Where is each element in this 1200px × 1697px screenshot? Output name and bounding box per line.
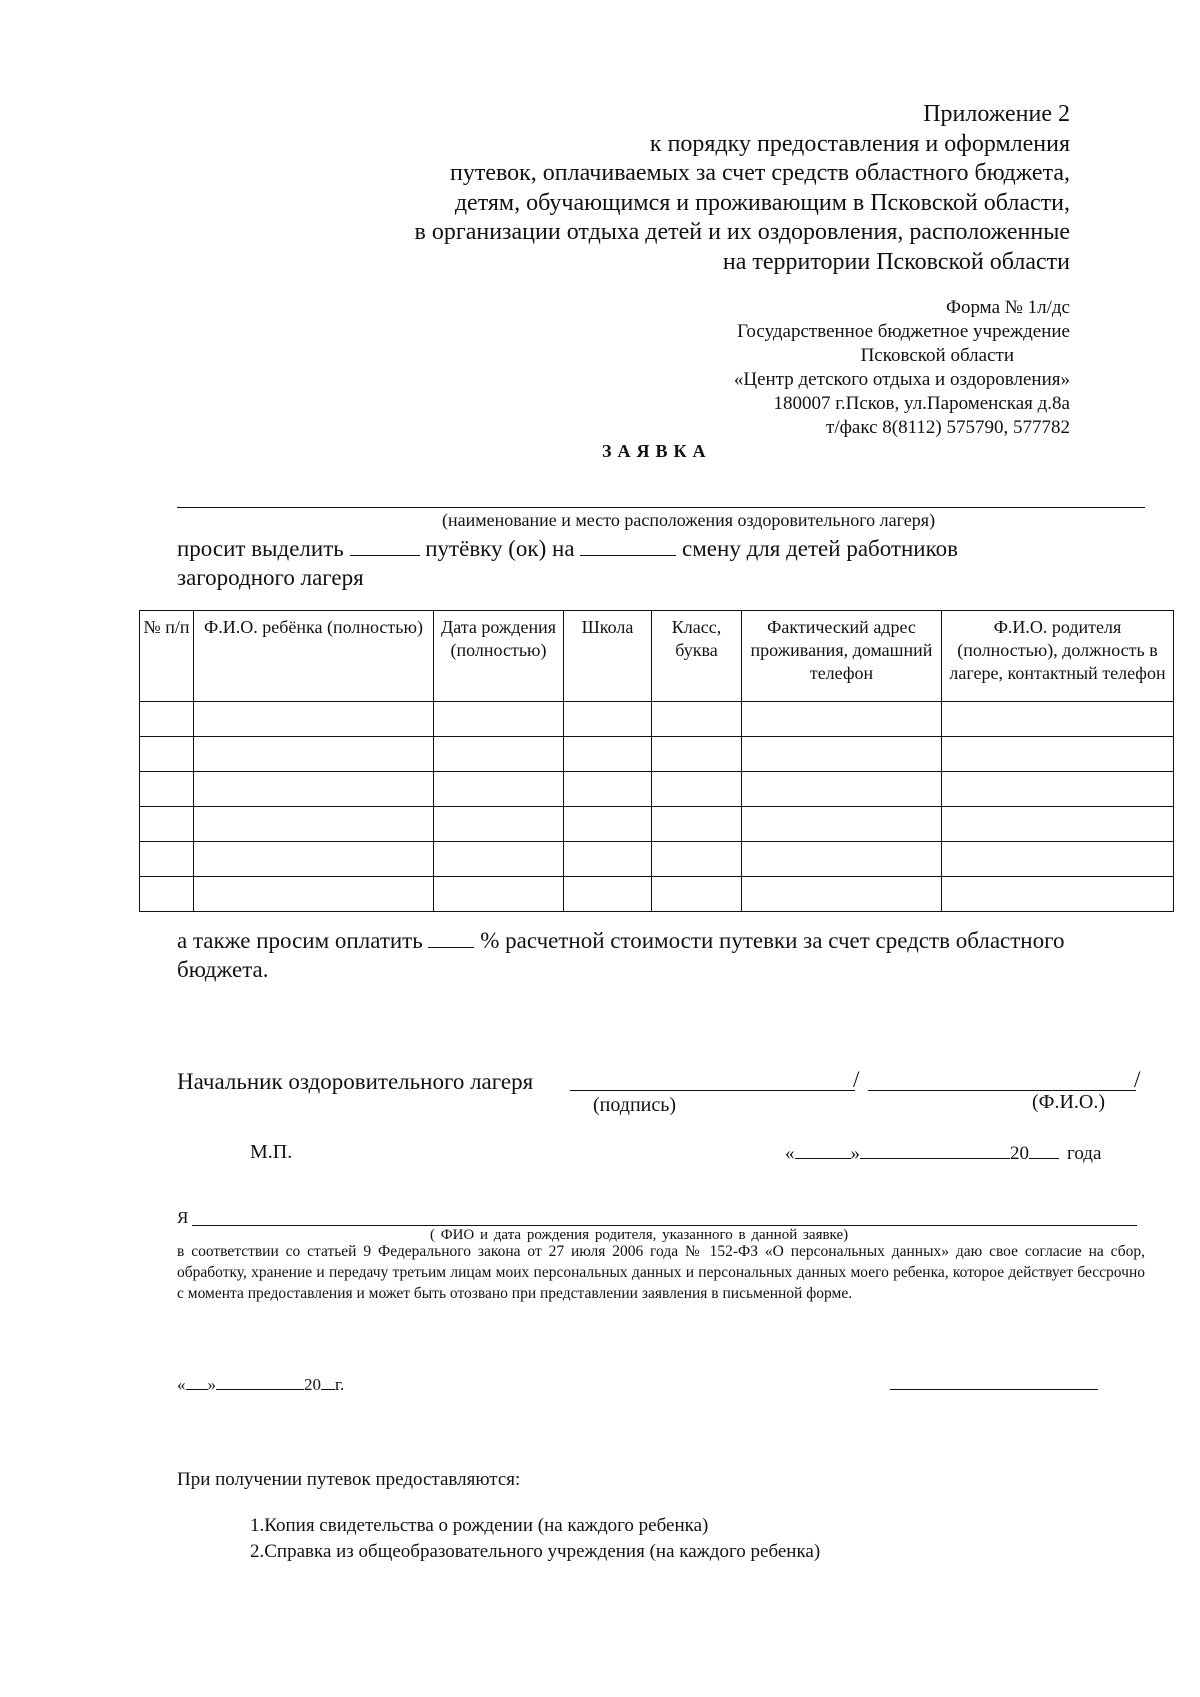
table-row [140, 842, 1174, 877]
day-field[interactable] [795, 1136, 851, 1159]
appendix-line: путевок, оплачиваемых за счет средств областного бюджета, [449, 160, 1070, 186]
table-cell[interactable] [194, 877, 434, 912]
day-field[interactable] [186, 1372, 208, 1390]
form-addressee [550, 296, 1070, 440]
consent-text: в соответствии со статьей 9 Федерального закона от 27 июля 2006 года № 152-ФЗ «О персональных данных» даю свое согласие на сбор, обработку, хранение и передачу третьим лицам моих персональных данных и персональных данных моего ребенка, которое действует бессрочно с момента предоставления и может быть отозвано при представлении заявления в письменной форме. [177, 1243, 1145, 1302]
parent-fio-line[interactable] [192, 1225, 1137, 1226]
table-cell[interactable] [942, 737, 1174, 772]
date-quote: » [850, 1143, 860, 1164]
month-field[interactable] [860, 1136, 1010, 1159]
table-cell[interactable] [742, 772, 942, 807]
table-cell[interactable] [652, 877, 742, 912]
payment-line-2: бюджета. [177, 957, 269, 982]
table-cell[interactable] [194, 807, 434, 842]
table-cell[interactable] [942, 772, 1174, 807]
signature-line[interactable] [570, 1090, 855, 1091]
col-header-parent: Ф.И.О. родителя (полностью), должность в лагере, контактный телефон [942, 611, 1174, 702]
payment-line [177, 925, 1064, 956]
table-row [140, 772, 1174, 807]
date-quote: » [207, 1375, 216, 1394]
table-cell[interactable] [194, 842, 434, 877]
year-field[interactable] [1029, 1136, 1059, 1159]
payment-percent-field[interactable] [428, 925, 474, 948]
camp-name-caption: (наименование и место расположения оздоровительного лагеря) [442, 510, 936, 530]
request-text: смену для детей работников [682, 536, 958, 561]
table-cell[interactable] [652, 737, 742, 772]
list-item: 1.Копия свидетельства о рождении (на каждого ребенка) [250, 1515, 709, 1536]
table-cell[interactable] [564, 842, 652, 877]
table-cell[interactable] [140, 772, 194, 807]
col-header-child-name: Ф.И.О. ребёнка (полностью) [194, 611, 434, 702]
table-cell[interactable] [742, 737, 942, 772]
table-cell[interactable] [140, 877, 194, 912]
table-cell[interactable] [942, 842, 1174, 877]
table-cell[interactable] [742, 842, 942, 877]
voucher-count-field[interactable] [350, 533, 420, 556]
appendix-line: к порядку предоставления и оформления [649, 130, 1070, 157]
table-cell[interactable] [140, 842, 194, 877]
table-cell[interactable] [942, 807, 1174, 842]
payment-text: а также просим оплатить [177, 928, 423, 953]
col-header-school: Школа [564, 611, 652, 702]
org-phone: т/факс 8(8112) 575790, 577782 [826, 417, 1070, 438]
table-cell[interactable] [742, 702, 942, 737]
request-line-2: загородного лагеря [177, 565, 364, 590]
list-item: 2.Справка из общеобразовательного учреждения (на каждого ребенка) [250, 1541, 821, 1562]
org-address: 180007 г.Псков, ул.Пароменская д.8а [773, 393, 1070, 414]
signature-date [785, 1136, 1101, 1165]
table-cell[interactable] [434, 877, 564, 912]
table-row [140, 877, 1174, 912]
table-cell[interactable] [564, 737, 652, 772]
table-cell[interactable] [434, 772, 564, 807]
table-cell[interactable] [140, 702, 194, 737]
table-cell[interactable] [434, 702, 564, 737]
table-cell[interactable] [652, 772, 742, 807]
table-header-row [140, 611, 1174, 702]
request-text: просит выделить [177, 536, 344, 561]
table-cell[interactable] [564, 877, 652, 912]
documents-intro: При получении путевок предоставляются: [177, 1469, 521, 1490]
shift-field[interactable] [580, 533, 676, 556]
documents-list [250, 1513, 820, 1565]
month-field[interactable] [216, 1372, 304, 1390]
org-name-line: Псковской области [860, 345, 1014, 366]
children-table [139, 610, 1174, 912]
date-quote: « [785, 1143, 795, 1164]
table-cell[interactable] [194, 772, 434, 807]
table-cell[interactable] [434, 807, 564, 842]
year-prefix: 20 [304, 1375, 321, 1394]
payment-text: % расчетной стоимости путевки за счет средств областного [480, 928, 1065, 953]
consent-i: Я [177, 1208, 189, 1227]
consent-signature-line[interactable] [890, 1389, 1098, 1390]
org-name-line: Государственное бюджетное учреждение [737, 321, 1070, 342]
table-cell[interactable] [194, 737, 434, 772]
table-cell[interactable] [742, 807, 942, 842]
document-title: ЗАЯВКА [602, 441, 712, 461]
table-cell[interactable] [652, 842, 742, 877]
consent-date [177, 1372, 344, 1395]
col-header-birth-date: Дата рождения (полностью) [434, 611, 564, 702]
org-name-line: «Центр детского отдыха и оздоровления» [733, 369, 1070, 390]
year-suffix: г. [335, 1375, 345, 1394]
table-cell[interactable] [140, 737, 194, 772]
signature-slash: / [1134, 1067, 1141, 1092]
appendix-line: на территории Псковской области [722, 248, 1070, 275]
appendix-header [350, 100, 1070, 277]
table-cell[interactable] [564, 702, 652, 737]
parent-fio-caption: ( ФИО и дата рождения родителя, указанного в данной заявке) [430, 1227, 849, 1243]
col-header-address: Фактический адрес проживания, домашний телефон [742, 611, 942, 702]
request-line [177, 533, 958, 564]
stamp-label: М.П. [250, 1141, 293, 1163]
appendix-line: детям, обучающимся и проживающим в Псковской области, [454, 189, 1070, 216]
form-number: Форма № 1л/дс [945, 297, 1070, 318]
table-cell[interactable] [194, 702, 434, 737]
date-quote: « [177, 1375, 186, 1394]
table-row [140, 702, 1174, 737]
table-cell[interactable] [434, 842, 564, 877]
year-field[interactable] [321, 1372, 335, 1390]
table-cell[interactable] [434, 737, 564, 772]
signature-caption: (подпись) [593, 1094, 677, 1116]
year-prefix: 20 [1010, 1143, 1029, 1164]
appendix-line: Приложение 2 [923, 101, 1070, 127]
table-cell[interactable] [742, 877, 942, 912]
table-cell[interactable] [942, 702, 1174, 737]
table-cell[interactable] [564, 772, 652, 807]
year-suffix: года [1067, 1143, 1102, 1164]
table-cell[interactable] [564, 807, 652, 842]
signature-slash: / [853, 1067, 860, 1092]
col-header-class: Класс, буква [652, 611, 742, 702]
table-row [140, 807, 1174, 842]
table-cell[interactable] [140, 807, 194, 842]
fio-caption: (Ф.И.О.) [1032, 1091, 1106, 1113]
appendix-line: в организации отдыха детей и их оздоровления, расположенные [414, 219, 1070, 245]
table-cell[interactable] [652, 702, 742, 737]
camp-name-line[interactable] [177, 507, 1145, 508]
table-row [140, 737, 1174, 772]
table-cell[interactable] [652, 807, 742, 842]
request-text: путёвку (ок) на [425, 536, 575, 561]
table-cell[interactable] [942, 877, 1174, 912]
col-header-number: № п/п [140, 611, 194, 702]
camp-head-label: Начальник оздоровительного лагеря [177, 1069, 534, 1094]
